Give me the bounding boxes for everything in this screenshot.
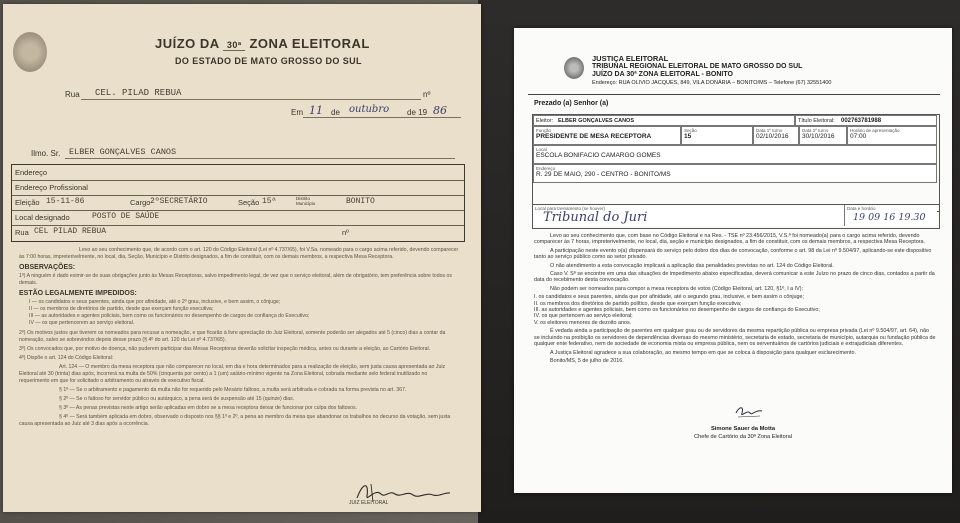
rua-number-label: nº bbox=[423, 90, 431, 99]
obs-4-par-3: § 3º — As penas previstas neste artigo serão aplicadas em dobro se a mesa receptora deixar de funcionar por culpa dos faltosos. bbox=[59, 405, 358, 411]
judge-signature-label: JUIZ ELEITORAL bbox=[349, 500, 389, 506]
row-eleicao bbox=[12, 195, 464, 211]
impedido-item: II — os membros de diretórios de partido, desde que exerçam função executiva; bbox=[29, 306, 214, 312]
titulo-label: Título Eleitoral: bbox=[798, 118, 835, 124]
date-day: 11 bbox=[309, 104, 323, 117]
intro-paragraph: Levo ao seu conhecimento que, de acordo com o art. 120 do Código Eleitoral (Lei nº 4.737/65), foi V.Sa. nomeado para o cargo acima referido, devendo comparecer às 7:00 horas, impreterivelmente, no local, dia, Seção, Município e Distrito designados, a fim de constituir, com os demais membros, a respectiva Mesa Receptora. bbox=[19, 247, 459, 260]
row-rua bbox=[12, 225, 464, 240]
appointment-details-box bbox=[11, 164, 465, 242]
obs-4-par-4: § 4º — Será também aplicada em dobro, observado o disposto nos §§ 1º e 2º, a pena ao membro da mesa que abandonar os trabalhos no decurso da votação, sem justa causa apresentada ao Juiz até 3 dias após a ocorrência. bbox=[19, 414, 451, 427]
obs-4-par-2: § 2º — Se o faltoso for servidor público ou autárquico, a pena será de suspensão até 15 (quinze) dias. bbox=[59, 396, 295, 402]
convocation-details-grid bbox=[532, 114, 940, 212]
training-box bbox=[532, 204, 940, 229]
endereco-value: R. 29 DE MAIO, 290 - CENTRO - BONITO/MS bbox=[536, 171, 671, 178]
obs-4-par-1: § 1º — Se o arbitramento e pagamento da multa não for requerido pelo Mesário faltoso, a multa será arbitrada e cobrada na forma prevista no art. 367. bbox=[59, 387, 407, 393]
impedidos-heading: ESTÃO LEGALMENTE IMPEDIDOS: bbox=[19, 290, 137, 297]
cell-horario bbox=[847, 126, 937, 145]
obs-2: 2º) Os motivos justos que tiverem os nomeados para recusar a nomeação, e que ficarão à livre apreciação do Juiz Eleitoral, somente poderão ser alegados até 5 (cinco) dias a contar da nomeação, salvo se sobrevindos depois desse prazo (§ 4º do art. 120 da Lei nº 4.737/65). bbox=[19, 330, 446, 343]
horario-value: 07:00 bbox=[850, 133, 867, 140]
municipio-label: Distrito Município bbox=[296, 196, 316, 206]
obs-4: 4º) Dispõe o art. 124 do Código Eleitoral: bbox=[19, 355, 114, 361]
data2-value: 30/10/2016 bbox=[802, 133, 835, 140]
local-label: Local bbox=[536, 147, 547, 152]
cell-secao bbox=[681, 126, 753, 145]
impediment-item: III. as autoridades e agentes policiais, bem como os funcionários no desempenho de cargos de confiança do Executivo; bbox=[534, 307, 820, 314]
treinamento-value: Tribunal do Juri bbox=[543, 210, 648, 225]
cell-endereco bbox=[533, 164, 937, 183]
cell-data-horario bbox=[845, 205, 937, 226]
horario-label: Horário de apresentação bbox=[850, 128, 900, 133]
titulo-value: 002763781988 bbox=[841, 118, 882, 124]
header-juizo: JUÍZO DA 30ª ZONA ELEITORAL - BONITO bbox=[592, 71, 733, 78]
cell-data-1-turno bbox=[753, 126, 799, 145]
coat-of-arms-icon bbox=[564, 57, 584, 79]
cargo-value: 2ºSECRETÁRIO bbox=[150, 197, 208, 206]
ilmo-underline bbox=[65, 158, 455, 159]
date-year: 86 bbox=[433, 104, 447, 117]
local-value: ESCOLA BONIFACIO CAMARGO GOMES bbox=[536, 152, 661, 159]
secao-value: 15ª bbox=[262, 197, 277, 206]
paragraph-3: O não atendimento a esta convocação implicará a aplicação das penalidades previstas no art. 124 do Código Eleitoral. bbox=[550, 262, 834, 269]
observacoes-heading: OBSERVAÇÕES: bbox=[19, 264, 76, 271]
cell-funcao bbox=[533, 126, 681, 145]
rua-underline bbox=[81, 99, 421, 100]
cell-eleitor bbox=[533, 115, 795, 126]
right-doc-body bbox=[534, 233, 936, 366]
data1-value: 02/10/2016 bbox=[756, 133, 789, 140]
old-convocation-document bbox=[3, 4, 481, 512]
new-convocation-document bbox=[514, 28, 952, 493]
addressee-name: ELBER GONÇALVES CANOS bbox=[69, 147, 177, 157]
rua-label: Rua bbox=[65, 90, 80, 99]
title-part-a: JUÍZO DA bbox=[155, 36, 220, 51]
header-tribunal: TRIBUNAL REGIONAL ELEITORAL DE MATO GROSSO DO SUL bbox=[592, 63, 803, 70]
obs-3: 3º) Os convocados que, por motivo de doença, não puderem participar das Mesas Receptoras deverão solicitar inspeção médica, antes ou durante a eleição, ao Cartório Eleitoral. bbox=[19, 346, 431, 352]
cargo-label: Cargo bbox=[130, 198, 151, 207]
row-local bbox=[12, 210, 464, 226]
treinamento-label: Local para treinamento (se houver) bbox=[535, 206, 606, 211]
date-em-label: Em bbox=[291, 108, 303, 117]
data-horario-label: Data e horário bbox=[847, 206, 876, 211]
secao-label: Seção bbox=[238, 198, 260, 207]
date-month: outubro bbox=[349, 104, 390, 115]
cell-titulo bbox=[795, 115, 937, 126]
eleicao-label: Eleição bbox=[15, 198, 40, 207]
title-part-b: ZONA ELEITORAL bbox=[249, 36, 370, 51]
endereco-label: Endereço bbox=[536, 166, 556, 171]
header-justica-eleitoral: JUSTIÇA ELEITORAL bbox=[592, 54, 669, 63]
obs-1: 1º) A ninguém é dado eximir-se de suas obrigações junto às Mesas Receptoras, salvo impedimento legal, de vez que o serviço eleitoral, além de obrigatório, tem preferência sobre todos os demais. bbox=[19, 273, 452, 286]
date-underline bbox=[303, 117, 461, 118]
eleitor-value: ELBER GONÇALVES CANOS bbox=[558, 118, 634, 124]
left-doc-subtitle: DO ESTADO DE MATO GROSSO DO SUL bbox=[175, 56, 362, 66]
obs-4-art-124: Art. 124 — O membro da mesa receptora que não comparecer no local, em dia e hora determinados para a realização de eleição, sem justa causa apresentada ao Juiz Eleitoral até 30 (trinta) dias após, incorrerá na multa de 50% (cinquenta por cento) a 1 (um) salário-mínimo vigente na Zona Eleitoral, cobrada mediante selo federal inutilizado no requerimento em que for solicitado o arbitramento ou através de executivo fiscal. bbox=[19, 364, 446, 384]
box-rua-value: CEL PILAD REBUA bbox=[34, 227, 107, 236]
local-value: POSTO DE SAÚDE bbox=[92, 212, 160, 221]
header-address: Endereço: RUA OLIVIO JACQUES, 849, VILA DONÁRIA – BONITO/MS – Telefone (67) 32551400 bbox=[592, 80, 832, 86]
paragraph-5: Não podem ser nomeados para compor a mesa receptora de votos (Código Eleitoral, art. 120, §1º, I a IV): bbox=[550, 285, 804, 292]
coat-of-arms-icon bbox=[13, 32, 47, 72]
endereco-label: Endereço bbox=[15, 168, 48, 177]
clerk-signature bbox=[734, 403, 764, 421]
eleicao-value: 15-11-86 bbox=[46, 197, 85, 206]
clerk-name: Simone Sauer da Motta bbox=[710, 426, 776, 432]
date-de-label: de bbox=[331, 108, 340, 117]
impediment-item: IV. os que pertencem ao serviço eleitoral; bbox=[534, 313, 633, 320]
cell-local bbox=[533, 145, 937, 164]
eleitor-label: Eleitor: bbox=[536, 118, 554, 124]
paragraph-2: A participação neste evento o(a) dispensará do serviço pelo dobro dos dias de convocação, conforme o art. 98 da Lei nº 9.504/97, aplicando-se este dispositivo tanto ao serviço público como ao setor privado. bbox=[534, 247, 932, 261]
row-endereco-profissional bbox=[12, 180, 464, 196]
box-rua-label: Rua bbox=[15, 228, 29, 237]
date-line: Bonito/MS, 5 de julho de 2016. bbox=[550, 357, 624, 364]
impediment-item: II. os membros dos diretórios de partido político, desde que exerçam função executiva; bbox=[534, 300, 742, 307]
impedido-item: IV — os que pertencerem ao serviço eleitoral. bbox=[29, 320, 135, 326]
cell-data-2-turno bbox=[799, 126, 847, 145]
left-doc-title bbox=[155, 36, 370, 51]
left-doc-body bbox=[19, 247, 459, 430]
paragraph-6: É vedada ainda a participação de parentes em qualquer grau ou de servidores da mesma repartição pública ou empresa privada (Lei nº 9.504/97, art. 64), não se incluindo na proibição os servidores de dependências diversas do mesmo ministério, secretaria de estado, secretaria de município, autarquia ou fundação pública de qualquer ente federativo, nem de sociedade de economia mista ou empresa pública, nem os serventuários de cartórios judiciais e extrajudiciais diferentes. bbox=[534, 328, 936, 348]
title-zone-number: 30ª bbox=[223, 40, 245, 51]
paragraph-7: A Justiça Eleitoral agradece a sua colaboração, ao mesmo tempo em que se coloca à disposição para qualquer esclarecimento. bbox=[550, 349, 856, 356]
data2-label: Data 2º turno bbox=[802, 128, 829, 133]
local-label: Local designado bbox=[15, 213, 70, 222]
rua-value: CEL. PILAD REBUA bbox=[95, 88, 182, 98]
box-number-label: nº bbox=[342, 228, 349, 237]
ilmo-label: Ilmo. Sr. bbox=[31, 149, 61, 158]
secao-value: 15 bbox=[684, 133, 692, 140]
data-horario-value: 19 09 16 19.30 bbox=[853, 212, 926, 223]
funcao-label: Função bbox=[536, 128, 552, 133]
impediment-item: I. os candidatos e seus parentes, ainda que por afinidade, até o segundo grau, inclusive, e bem assim o cônjuge; bbox=[534, 294, 805, 301]
salutation: Prezado (a) Senhor (a) bbox=[534, 100, 609, 107]
funcao-value: PRESIDENTE DE MESA RECEPTORA bbox=[536, 133, 652, 140]
data1-label: Data 1º turno bbox=[756, 128, 783, 133]
row-endereco bbox=[12, 165, 464, 181]
impedido-item: I — os candidatos e seus parentes, ainda que por afinidade, até o 2º grau, inclusive, e bem assim, o cônjuge; bbox=[29, 299, 281, 305]
paragraph-4: Caso V. Sª se encontre em uma das situações de impedimento abaixo especificadas, deverá comunicar a este Juízo no prazo de cinco dias, contados a partir da data do recebimento desta convocação. bbox=[534, 271, 935, 284]
impedido-item: III — as autoridades e agentes policiais, bem como os funcionários no desempenho de cargos de confiança do Executivo; bbox=[29, 313, 310, 319]
secao-label: Seção bbox=[684, 128, 697, 133]
date-de-year-label: de 19 bbox=[407, 108, 428, 117]
impediment-item: V. os eleitores menores de dezoito anos. bbox=[534, 319, 632, 326]
paragraph-1: Levo ao seu conhecimento que, com base no Código Eleitoral e na Res. - TSE nº 23.456/2015, V.S.ª foi nomeado(a) para o cargo acima referido, devendo comparecer às 7 horas, impreterivelmente, no local, dia, seção e município designados, a fim de constituir, com os demais membros, a respectiva Mesa Receptora. bbox=[534, 233, 926, 246]
header-divider bbox=[528, 94, 940, 95]
municipio-value: BONITO bbox=[346, 197, 375, 206]
clerk-role: Chefe de Cartório da 30ª Zona Eleitoral bbox=[694, 434, 792, 440]
cell-treinamento bbox=[533, 205, 845, 226]
endereco-profissional-label: Endereço Profissional bbox=[15, 183, 88, 192]
